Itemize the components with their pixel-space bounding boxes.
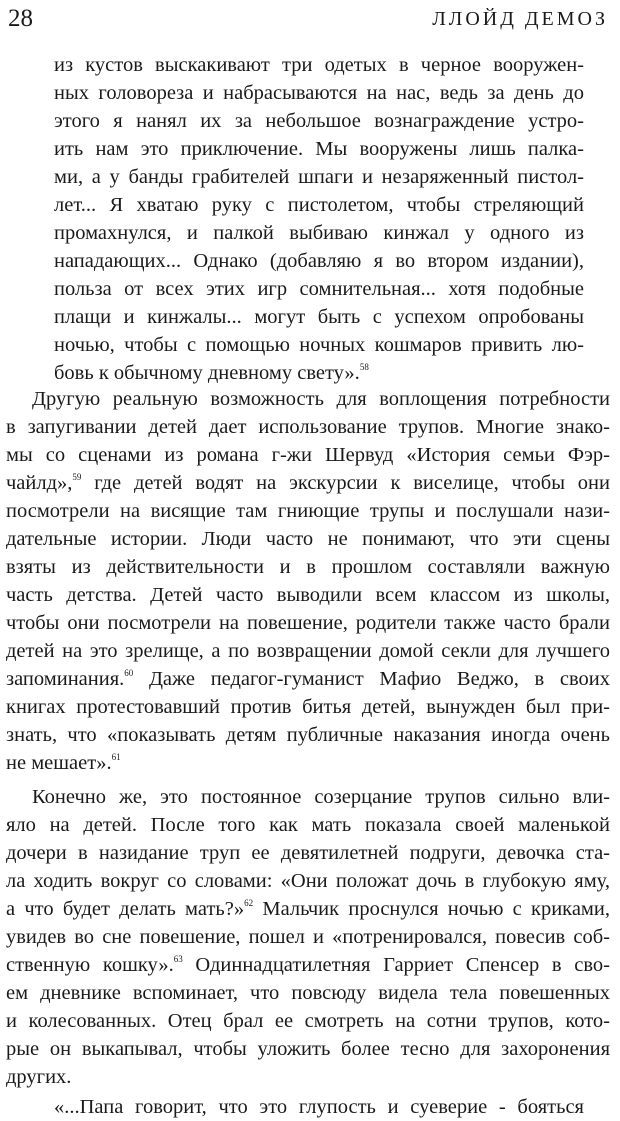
quote-line-last (54, 360, 584, 386)
quote-line: промахнулся, и палкой выбиваю кинжал у одного из (54, 222, 584, 244)
quote-text: бовь к обычному дневному свету». (54, 362, 360, 384)
paragraph-line: детей на это зрелище, а по возвращении домой секли для лучшего (6, 640, 610, 662)
paragraph-line: взяты из действительности и в прошлом составляли важную (6, 556, 610, 578)
running-head: ЛЛОЙД ДЕМОЗ (432, 8, 608, 30)
paragraph-line: мы со сценами из романа г-жи Шервуд «История семьи Фэр- (6, 444, 610, 466)
quote-line: плащи и кинжалы... могут быть с успехом опробованы (54, 306, 584, 328)
quote-line: лет... Я хватаю руку с пистолетом, чтобы стреляющий (54, 194, 584, 216)
paragraph-text: запоминания. (6, 668, 125, 690)
paragraph-line (6, 952, 610, 978)
paragraph-text: где детей водят на экскурсии к виселице, чтобы они (81, 472, 610, 494)
quote-line: этого я нанял их за небольшое вознаграждение устро- (54, 110, 584, 132)
paragraph-line: ла ходить вокруг со словами: «Они положат дочь в глубокую яму, (6, 870, 610, 892)
paragraph-line: дочери в назидание труп ее девятилетней подруги, девочка ста- (6, 842, 610, 864)
paragraph-line: Конечно же, это постоянное созерцание трупов сильно вли- (32, 786, 610, 808)
paragraph-text: Даже педагог-гуманист Мафио Веджо, в своих (133, 668, 610, 690)
quote-line: ми, а у банды грабителей шпаги и незаряженный пистол- (54, 166, 584, 188)
paragraph-text: Одиннадцатилетняя Гарриет Спенсер в сво- (182, 954, 611, 976)
paragraph-line (6, 896, 610, 922)
footnote-ref-63[interactable]: 63 (173, 954, 183, 964)
quote-line: ить нам это приключение. Мы вооружены лишь палка- (54, 138, 584, 160)
paragraph-text: ственную кошку». (6, 954, 174, 976)
paragraph-line: других. (6, 1066, 72, 1088)
footnote-ref-58[interactable]: 58 (359, 362, 369, 372)
paragraph-line (6, 750, 610, 776)
paragraph-line: книгах протестовавший против битья детей, вынужден был при- (6, 696, 610, 718)
paragraph-text: Мальчик проснулся ночью с криками, (253, 898, 610, 920)
paragraph-line (6, 666, 610, 692)
paragraph-line: дательные истории. Люди часто не понимают, что эти сцены (6, 528, 610, 550)
paragraph-line: чтобы они посмотрели на повешение, родители также часто брали (6, 612, 610, 634)
paragraph-line (6, 470, 610, 496)
quote-line: польза от всех этих игр сомнительная... хотя подобные (54, 278, 584, 300)
paragraph-line: посмотрели на висящие там гниющие трупы и послушали нази- (6, 500, 610, 522)
paragraph-text: чайлд», (6, 472, 73, 494)
paragraph-line: Другую реальную возможность для воплощения потребности (32, 388, 610, 410)
quote-line: ных головореза и набрасываются на нас, ведь за день до (54, 82, 584, 104)
paragraph-line: яло на детей. После того как мать показала своей маленькой (6, 814, 610, 836)
paragraph-line: увидев во сне повешение, пошел и «потренировался, повесив соб- (6, 926, 610, 948)
paragraph-line: и колесованных. Отец брал ее смотреть на сотни трупов, кото- (6, 1010, 610, 1032)
paragraph-line: ем дневнике вспоминает, что повсюду видела тела повешенных (6, 982, 610, 1004)
quote-line: нападающих... Однако (добавляю я во втором издании), (54, 250, 584, 272)
quote-line: ночью, чтобы с помощью ночных кошмаров привить лю- (54, 334, 584, 356)
footnote-ref-61[interactable]: 61 (111, 752, 121, 762)
paragraph-line: часть детства. Детей часто выводили всем классом из школы, (6, 584, 610, 606)
quote-line: «...Папа говорит, что это глупость и суеверие - бояться (54, 1096, 584, 1118)
paragraph-line: в запугивании детей дает использование трупов. Многие знако- (6, 416, 610, 438)
paragraph-line: рые он выкапывал, чтобы уложить более тесно для захоронения (6, 1038, 610, 1060)
footnote-ref-60[interactable]: 60 (124, 668, 134, 678)
paragraph-text: не мешает». (6, 752, 112, 774)
footnote-ref-62[interactable]: 62 (244, 898, 254, 908)
page-number: 28 (8, 5, 33, 32)
paragraph-line: знать, что «показывать детям публичные наказания иногда очень (6, 724, 610, 746)
paragraph-text: а что будет делать мать?» (6, 898, 245, 920)
footnote-ref-59[interactable]: 59 (72, 472, 82, 482)
page-header (8, 4, 608, 34)
quote-line: из кустов выскакивают три одетых в черное вооружен- (54, 54, 584, 76)
